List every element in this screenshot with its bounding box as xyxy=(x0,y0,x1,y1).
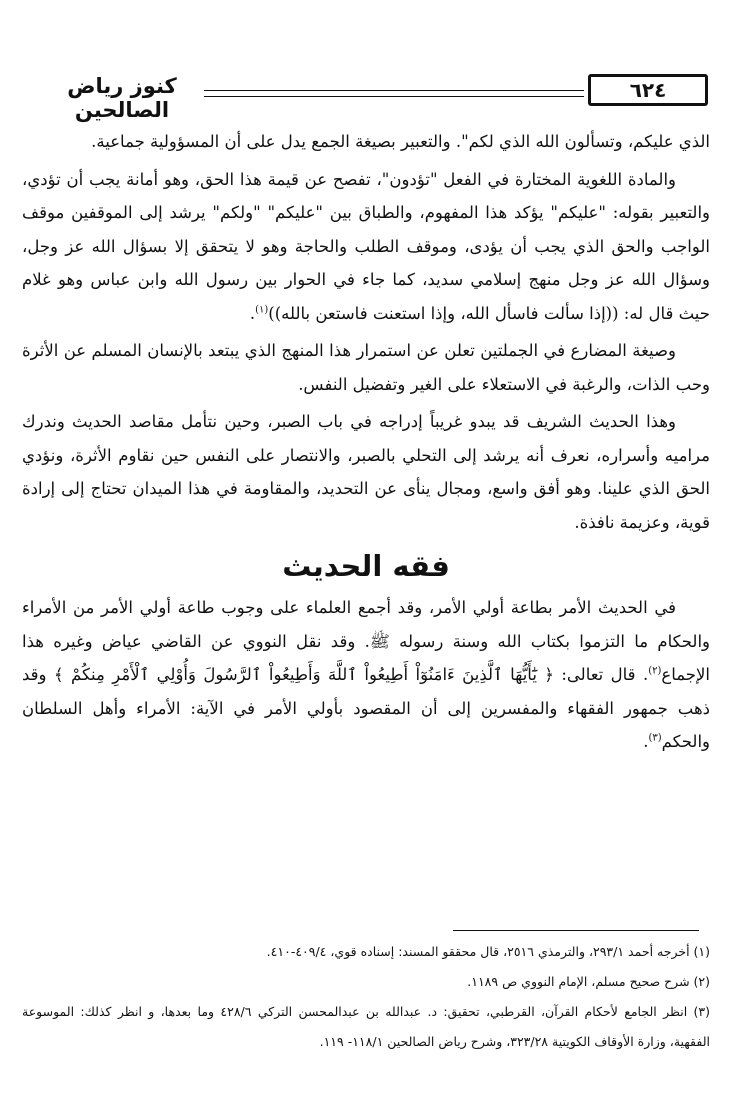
footnote: (١) أخرجه أحمد ٢٩٣/١، والترمذي ٢٥١٦، قال محققو المسند: إسناده قوي، ٤٠٩/٤-٤١٠. xyxy=(266,944,710,959)
page-header xyxy=(24,70,708,122)
footnote-marker: (٢) xyxy=(648,665,662,677)
paragraph: والمادة اللغوية المختارة في الفعل "تؤدون"، تفصح عن قيمة هذا الحق، وهو أمانة يجب أن تؤدي، والتعبير بقوله: "عليكم" يؤكد هذا المفهوم، والطباق بين "عليكم" "ولكم" يرشد إلى الموقفين موقف الواجب والحق الذي يجب أن يؤدى، وموقف الطلب والحاجة وهو لا يتحقق إلا بسؤال الله عز وجل، وسؤال الله عز وجل منهج إسلامي سديد، كما جاء في الحوار بين رسول الله وابن عباس وهو غلام حيث قال له: ((إذا سألت فاسأل الله، وإذا استعنت فاستعن بالله))$^{(١)}$. xyxy=(22,169,710,323)
quran-verse: ﴿ يَٰٓأَيُّهَا ٱلَّذِينَ ءَامَنُوٓاْ أَطِيعُواْ ٱللَّهَ وَأَطِيعُواْ ٱلرَّسُولَ وَأُوْلِي ٱلْأَمْرِ مِنكُمْ ﴾ xyxy=(53,665,554,684)
paragraph: وهذا الحديث الشريف قد يبدو غريباً إدراجه في باب الصبر، وحين نتأمل مقاصد الحديث وندرك مراميه وأسراره، نعرف أنه يرشد إلى التحلي بالصبر، والانتصار على النفس حين نقاوم الأثرة، ونؤدي الحق الذي علينا. وهو أفق واسع، ومجال ينأى عن التحديد، والمقاومة في هذا الميدان تحتاج إلى إرادة قوية، وعزيمة نافذة. xyxy=(22,412,710,532)
footnote: (٢) شرح صحيح مسلم، الإمام النووي ص ١١٨٩. xyxy=(467,974,710,989)
paragraph xyxy=(22,591,710,759)
paragraph-text: وقد ذهب جمهور الفقهاء والمفسرين إلى أن المقصود بأولي الأمر في الآية: الأمراء وأهل السلطان والحكم xyxy=(22,665,710,751)
paragraph-text: والمادة اللغوية المختارة في الفعل "تؤدون"، تفصح عن قيمة هذا الحق، وهو أمانة يجب أن تؤدي، والتعبير بقوله: "عليكم" يؤكد هذا المفهوم، والطباق بين "عليكم" "ولكم" يرشد إلى الموقفين موقف الواجب والحق الذي يجب أن يؤدى، وموقف الطلب والحاجة وهو لا يتحقق إلا بسؤال الله عز وجل، وسؤال الله عز وجل منهج إسلامي سديد، كما جاء في الحوار بين رسول الله وابن عباس وهو غلام حيث قال له: ((إذا سألت فاسأل الله، وإذا استعنت فاستعن بالله)) xyxy=(22,169,710,323)
footnote-rule xyxy=(453,930,699,931)
main-text xyxy=(22,125,710,759)
paragraph: الذي عليكم، وتسألون الله الذي لكم". والتعبير بصيغة الجمع يدل على أن المسؤولية جماعية. xyxy=(91,132,710,151)
page-number: ٦٢٤ xyxy=(588,74,708,106)
footnote: (٣) انظر الجامع لأحكام القرآن، القرطبي، تحقيق: د. عبدالله بن عبدالمحسن التركي ٤٢٨/٦ وما بعدها، و انظر كذلك: الموسوعة الفقهية، وزارة الأوقاف الكويتية ٣٢٣/٢٨، وشرح رياض الصالحين ١١٨/١- ١١٩. xyxy=(22,1004,711,1049)
footnote-marker: (١) xyxy=(255,304,269,315)
footnotes xyxy=(22,937,710,1057)
header-rule xyxy=(204,90,584,97)
paragraph: وصيغة المضارع في الجملتين تعلن عن استمرار هذا المنهج الذي يبتعد بالإنسان المسلم عن الأثرة وحب الذات، والرغبة في الاستعلاء على الغير وتفضيل النفس. xyxy=(22,341,710,394)
section-title: فقه الحديث xyxy=(282,549,450,583)
paragraph-text: . قال تعالى: xyxy=(553,665,649,684)
running-title: كنوز رياض الصالحين xyxy=(67,74,177,122)
footnote-marker: (٣) xyxy=(648,732,662,744)
paragraph-end: . xyxy=(643,732,649,751)
paragraph-text: في الحديث الأمر بطاعة أولي الأمر، وقد أجمع العلماء على وجوب طاعة أولي الأمر من الأمراء والحكام ما التزموا بكتاب الله وسنة رسوله ﷺ. وقد نقل النووي عن القاضي عياض وغيره هذا الإجماع xyxy=(22,598,710,684)
